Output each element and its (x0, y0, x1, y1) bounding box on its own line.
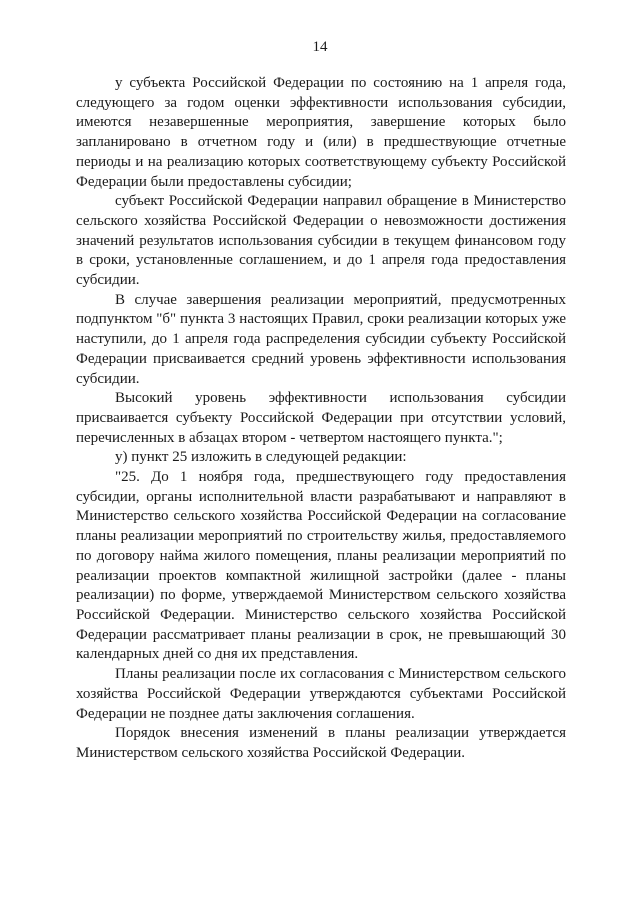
paragraph: у) пункт 25 изложить в следующей редакции: (115, 449, 407, 466)
paragraph: субъект Российской Федерации направил обращение в Министерство сельского хозяйства Российской Федерации о невозможности достижения значений результатов использования субсидии в текущем финансовом году в сроки, установленные соглашением, и до 1 апреля года предоставления субсидии. (76, 193, 566, 289)
paragraph: Порядок внесения изменений в планы реализации утверждается Министерством сельского хозяйства Российской Федерации. (76, 725, 566, 761)
paragraph: В случае завершения реализации мероприятий, предусмотренных подпунктом "б" пункта 3 настоящих Правил, сроки реализации которых уже наступили, до 1 апреля года распределения субсидии субъекту Российской Федерации присваивается средний уровень эффективности использования субсидии. (76, 291, 566, 387)
document-body (76, 74, 566, 764)
paragraph: Высокий уровень эффективности использования субсидии присваивается субъекту Российской Федерации при отсутствии условий, перечисленных в абзацах втором - четвертом настоящего пункта."; (76, 390, 566, 446)
page-number: 14 (312, 39, 328, 55)
paragraph: Планы реализации после их согласования с Министерством сельского хозяйства Российской Федерации утверждаются субъектами Российской Федерации не позднее даты заключения соглашения. (76, 666, 566, 722)
paragraph: у субъекта Российской Федерации по состоянию на 1 апреля года, следующего за годом оценки эффективности использования субсидии, имеются незавершенные мероприятия, завершение которых было запланировано в отчетном году и (или) в предшествующие отчетные периоды и на реализацию которых соответствующему субъекту Российской Федерации были предоставлены субсидии; (76, 75, 566, 190)
paragraph: "25. До 1 ноября года, предшествующего году предоставления субсидии, органы исполнительной власти разрабатывают и направляют в Министерство сельского хозяйства Российской Федерации на согласование планы реализации мероприятий по строительству жилья, предоставляемого по договору найма жилого помещения, планы реализации мероприятий по реализации проектов компактной жилищной застройки (далее - планы реализации) по форме, утверждаемой Министерством сельского хозяйства Российской Федерации. Министерство сельского хозяйства Российской Федерации рассматривает планы реализации в срок, не превышающий 30 календарных дней со дня их представления. (76, 469, 566, 663)
